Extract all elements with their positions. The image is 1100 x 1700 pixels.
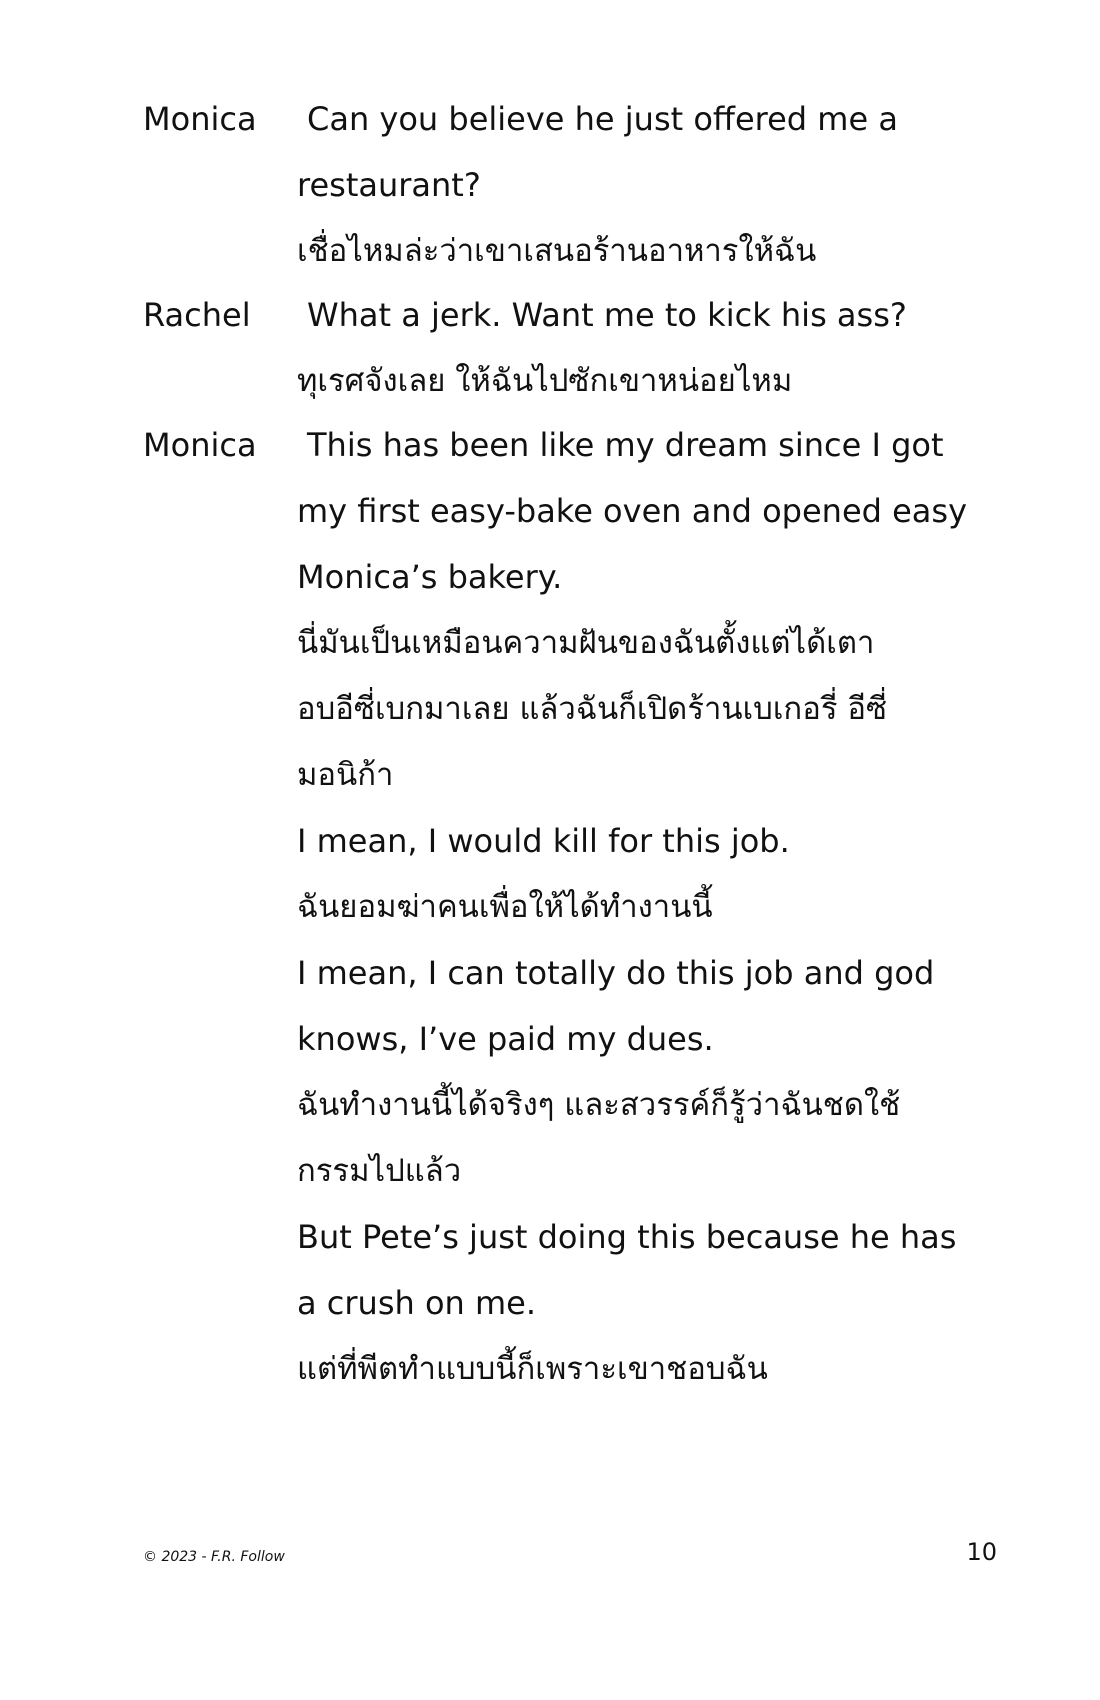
dialogue-lines [297, 86, 1017, 284]
dialogue-line-thai: แต่ที่พีตทำแบบนี้ก็เพราะเขาชอบฉัน [297, 1351, 768, 1387]
dialogue-line-english: This has been like my dream since I got [307, 426, 944, 464]
dialogue-line-thai: ทุเรศจังเลย ให้ฉันไปซักเขาหน่อยไหม [297, 363, 793, 399]
dialogue-line-english: Can you believe he just offered me a [307, 100, 898, 138]
dialogue-line-english: my first easy-bake oven and opened easy [297, 492, 968, 530]
dialogue-line-english: I mean, I can totally do this job and god [297, 954, 935, 992]
dialogue-line-english: restaurant? [297, 166, 481, 204]
dialogue-line-thai: ฉันทำงานนี้ได้จริงๆ และสวรรค์ก็รู้ว่าฉันชดใช้ [297, 1087, 901, 1123]
dialogue-lines [297, 282, 1017, 414]
dialogue-line-english: I mean, I would kill for this job. [297, 822, 790, 860]
speaker-name: Monica [143, 100, 257, 138]
dialogue-line-english: Monica’s bakery. [297, 558, 563, 596]
dialogue-lines [297, 412, 1017, 1402]
copyright-notice: © 2023 - F.R. Follow [143, 1549, 285, 1565]
dialogue-line-thai: กรรมไปแล้ว [297, 1153, 462, 1189]
dialogue-line-thai: นี่มันเป็นเหมือนความฝันของฉันตั้งแต่ได้เตา [297, 625, 875, 661]
dialogue-line-thai: เชื่อไหมล่ะว่าเขาเสนอร้านอาหารให้ฉัน [297, 233, 817, 269]
dialogue-line-english: knows, I’ve paid my dues. [297, 1020, 714, 1058]
dialogue-line-thai: ฉันยอมฆ่าคนเพื่อให้ได้ทำงานนี้ [297, 889, 713, 925]
page-number: 10 [966, 1538, 997, 1566]
dialogue-line-english: What a jerk. Want me to kick his ass? [307, 296, 907, 334]
speaker-name: Rachel [143, 296, 251, 334]
dialogue-line-thai: มอนิก้า [297, 757, 394, 793]
dialogue-line-english: But Pete’s just doing this because he has [297, 1218, 957, 1256]
dialogue-line-english: a crush on me. [297, 1284, 536, 1322]
speaker-name: Monica [143, 426, 257, 464]
dialogue-line-thai: อบอีซี่เบกมาเลย แล้วฉันก็เปิดร้านเบเกอรี่ อีซี่ [297, 691, 887, 727]
